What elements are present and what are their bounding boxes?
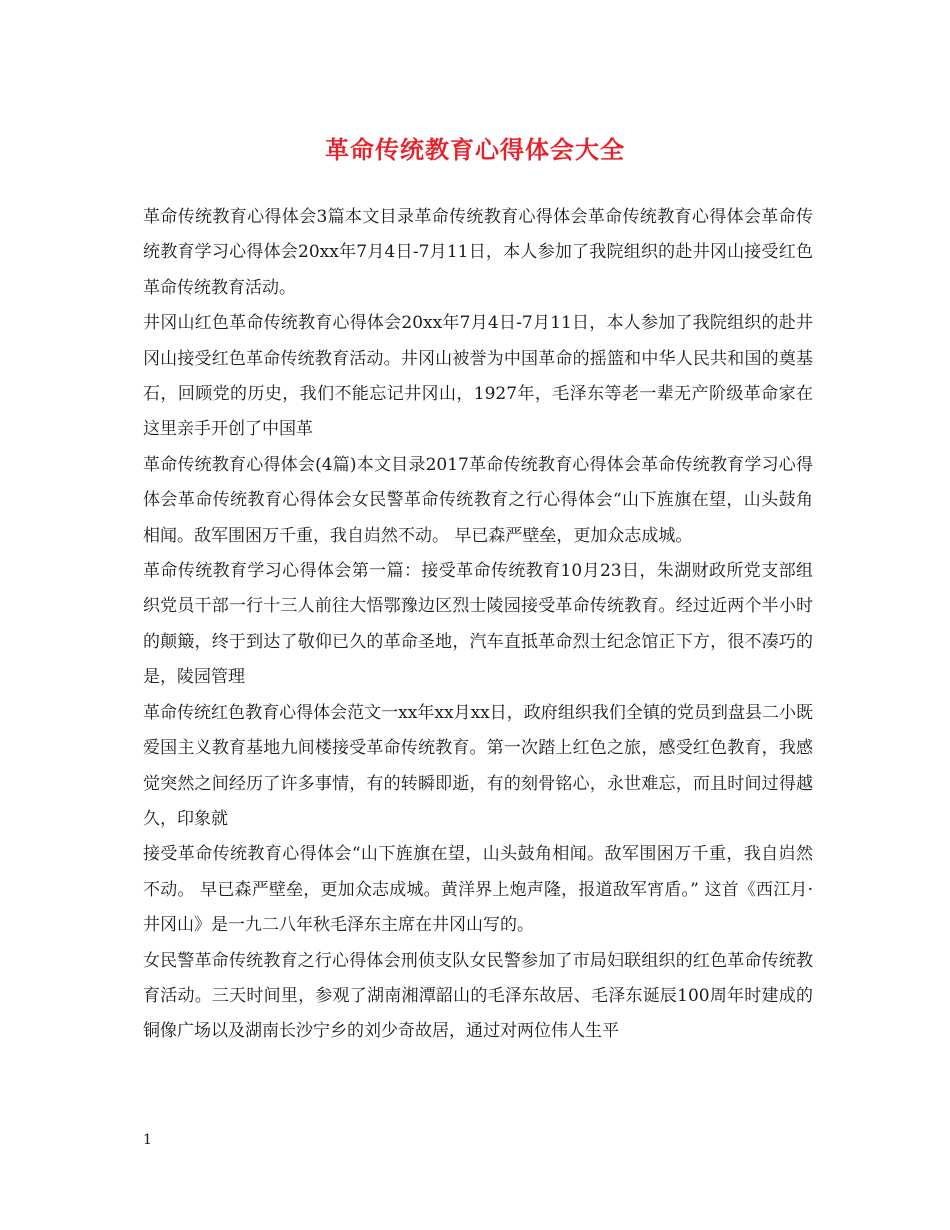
paragraph-7: 女民警革命传统教育之行心得体会刑侦支队女民警参加了市局妇联组织的红色革命传统教育活动。三天时间里，参观了湖南湘潭韶山的毛泽东故居、毛泽东诞辰100周年时建成的铜像广场以及湖南长沙宁乡的刘少奇故居，通过对两位伟人生平 <box>143 950 813 1042</box>
paragraph-4: 革命传统教育学习心得体会第一篇：接受革命传统教育10月23日，朱湖财政所党支部组织党员干部一行十三人前往大悟鄂豫边区烈士陵园接受革命传统教育。经过近两个半小时的颠簸，终于到达了敬仰已久的革命圣地，汽车直抵革命烈士纪念馆正下方，很不凑巧的是，陵园管理 <box>143 561 813 688</box>
paragraph-6: 接受革命传统教育心得体会“山下旌旗在望，山头鼓角相闻。敌军围困万千重，我自岿然不动。 早已森严壁垒，更加众志成城。黄洋界上炮声隆，报道敌军宵盾。” 这首《西江月·井冈山》是一九二八年秋毛泽东主席在井冈山写的。 <box>143 844 813 936</box>
paragraph-5: 革命传统红色教育心得体会范文一xx年xx月xx日，政府组织我们全镇的党员到盘县二小既爱国主义教育基地九间楼接受革命传统教育。第一次踏上红色之旅，感受红色教育，我感觉突然之间经历了许多事情，有的转瞬即逝，有的刻骨铭心，永世难忘，而且时间过得越久，印象就 <box>143 702 813 829</box>
paragraph-3: 革命传统教育心得体会(4篇)本文目录2017革命传统教育心得体会革命传统教育学习心得体会革命传统教育心得体会女民警革命传统教育之行心得体会“山下旌旗在望，山头鼓角相闻。敌军围困万千重，我自岿然不动。 早已森严壁垒，更加众志成城。 <box>143 454 813 546</box>
document-body <box>143 200 813 1050</box>
paragraph-2: 井冈山红色革命传统教育心得体会20xx年7月4日-7月11日，本人参加了我院组织的赴井冈山接受红色革命传统教育活动。井冈山被誉为中国革命的摇篮和中华人民共和国的奠基石，回顾党的历史，我们不能忘记井冈山，1927年，毛泽东等老一辈无产阶级革命家在这里亲手开创了中国革 <box>143 313 813 440</box>
document-title: 革命传统教育心得体会大全 <box>325 135 625 164</box>
paragraph-1: 革命传统教育心得体会3篇本文目录革命传统教育心得体会革命传统教育心得体会革命传统教育学习心得体会20xx年7月4日-7月11日，本人参加了我院组织的赴井冈山接受红色革命传统教育活动。 <box>143 207 813 298</box>
page-number: 1 <box>143 1132 152 1148</box>
